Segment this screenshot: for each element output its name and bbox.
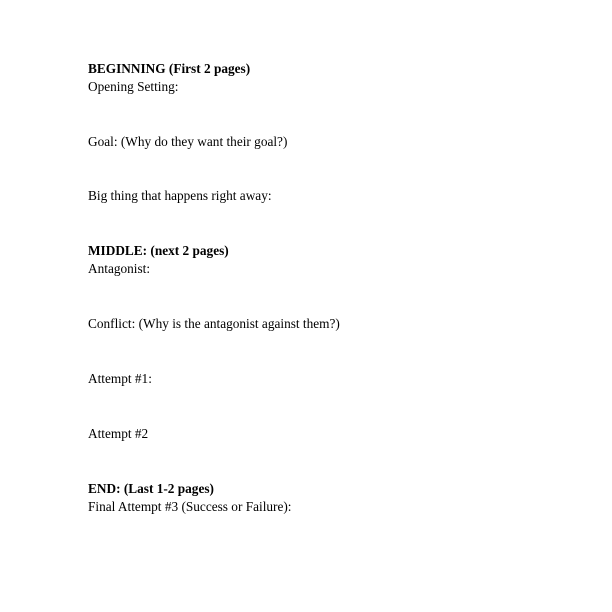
section-heading-end: END: (Last 1-2 pages) [88,481,214,496]
section-heading-beginning: BEGINNING (First 2 pages) [88,61,251,76]
field-attempt-2: Attempt #2 [88,426,149,441]
field-attempt-1: Attempt #1: [88,371,152,386]
section-heading-middle: MIDDLE: (next 2 pages) [88,243,229,258]
field-final-attempt: Final Attempt #3 (Success or Failure): [88,499,292,514]
field-big-thing: Big thing that happens right away: [88,188,272,203]
field-conflict: Conflict: (Why is the antagonist against them?) [88,316,340,331]
field-antagonist: Antagonist: [88,261,151,276]
field-goal: Goal: (Why do they want their goal?) [88,134,288,149]
field-opening-setting: Opening Setting: [88,79,179,94]
